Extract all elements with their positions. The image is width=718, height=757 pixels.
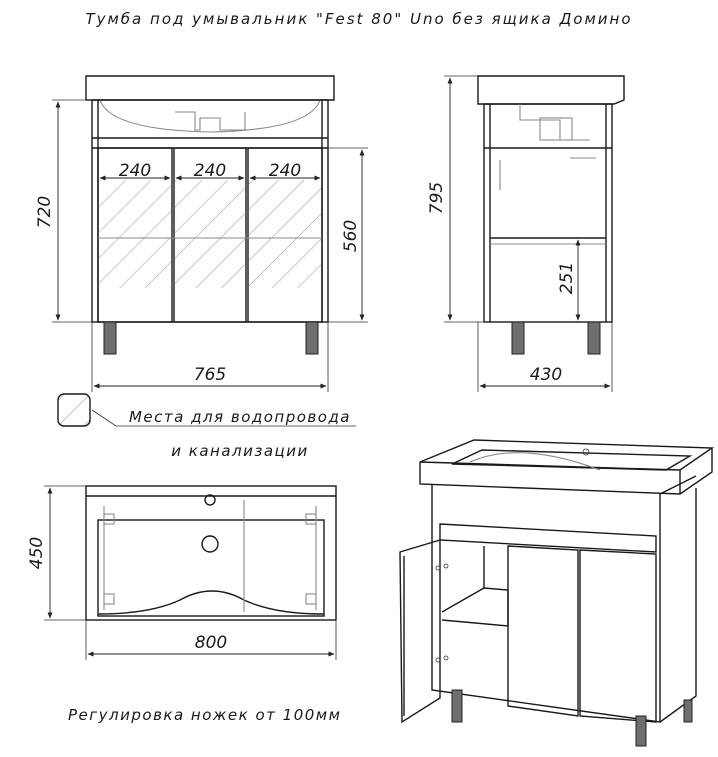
legend-line-1: Места для водопровода [128, 408, 352, 426]
legend-swatch [58, 394, 90, 426]
front-view [35, 76, 368, 392]
dim-door-height: 560 [341, 219, 361, 253]
dim-shelf-height: 251 [557, 261, 577, 295]
dim-door-3: 240 [268, 161, 302, 181]
dim-top-depth: 450 [27, 536, 47, 570]
dim-total-height: 720 [35, 195, 55, 229]
dim-depth: 430 [529, 365, 563, 385]
dim-side-total-height: 795 [427, 181, 447, 215]
dim-body-width: 765 [193, 365, 227, 385]
legend-line-2: и канализации [171, 442, 309, 460]
legend [58, 394, 356, 460]
dim-door-2: 240 [193, 161, 227, 181]
side-view [427, 76, 624, 392]
isometric-view [400, 440, 712, 746]
drawing-title: Тумба под умывальник "Fest 80" Uno без ящика Домино [85, 10, 633, 28]
footer-note: Регулировка ножек от 100мм [68, 706, 342, 724]
top-view [27, 486, 336, 660]
dim-door-1: 240 [118, 161, 152, 181]
dim-top-width: 800 [194, 633, 228, 653]
